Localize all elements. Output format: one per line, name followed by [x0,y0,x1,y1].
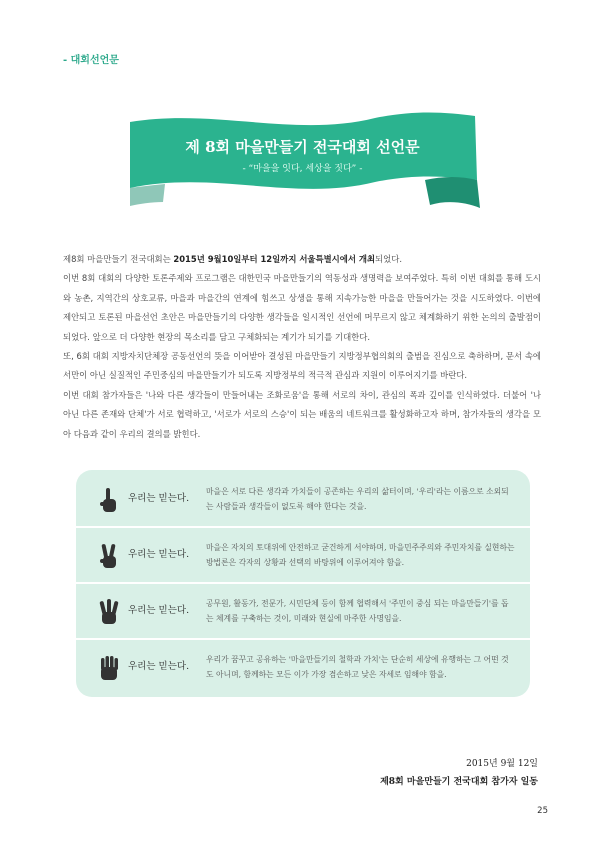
creed-label: 우리는 믿는다. [128,549,190,560]
section-tag: - 대회선언문 [63,55,119,66]
event-dates-highlight: 2015년 9월10일부터 12일까지 서울특별시에서 개최 [173,254,376,264]
three-finger-hand-icon [98,598,120,626]
creed-text: 공무원, 활동가, 전문가, 시민단체 등이 함께 협력해서 '주민이 중심 되는 마을만들기'를 돕는 체계를 구축하는 것이, 미래와 현실에 마주한 사명임을. [206,599,509,623]
declaration-body [63,250,541,444]
one-finger-hand-icon [98,486,120,514]
creed-text: 마을은 자치의 토대위에 안전하고 굳건하게 서야하며, 마을민주주의와 주민자치를 실현하는 방법론은 각자의 상황과 선택의 바탕위에 이루어져야 함을. [206,543,515,567]
creed-item [76,585,530,640]
creed-item [76,641,530,696]
creed-item [76,473,530,528]
creed-text: 우리가 꿈꾸고 공유하는 '마을만들기의 철학과 가치'는 단순히 세상에 유행하는 그 어떤 것도 아니며, 함께하는 모든 이가 가장 겸손하고 낮은 자세로 임해야 함을. [206,655,509,679]
creed-label: 우리는 믿는다. [128,605,190,616]
body-paragraph-1: 제8회 마을만들기 전국대회는 2015년 9월10일부터 12일까지 서울특별시에서 개최되었다. [63,254,402,264]
creed-label: 우리는 믿는다. [128,661,190,672]
body-paragraph-3: 또, 6회 대회 지방자치단체장 공동선언의 뜻을 이어받아 결성된 마을만들기 지방정부협의회의 출범을 진심으로 축하하며, 문서 속에서만이 아닌 실질적인 주민중심의 마을만들기가 되도록 지방정부의 적극적 관심과 지원이 이루어지기를 바란다. [63,351,541,381]
creed-label: 우리는 믿는다. [128,493,190,504]
declaration-title: 제 8회 마을만들기 전국대회 선언문 [185,138,420,156]
signatory: 제8회 마을만들기 전국대회 참가자 일동 [380,777,538,787]
two-finger-hand-icon [98,542,120,570]
declaration-subtitle: - “마을을 잇다, 세상을 짓다” - [242,164,363,174]
body-paragraph-4: 이번 대회 참가자들은 '나와 다른 생각들이 만들어내는 조화로움'을 통해 서로의 차이, 관심의 폭과 깊이를 인식하였다. 더불어 '나 아닌 다른 존재와 단체'가 서로 협력하고, '서로가 서로의 스승'이 되는 배움의 네트워크를 활성화하고자 하며, 참가자들의 생각을 모아 다음과 같이 우리의 결의를 밝힌다. [63,389,541,439]
creed-item [76,529,530,584]
creed-text: 마을은 서로 다른 생각과 가치들이 공존하는 우리의 삶터이며, '우리'라는 이름으로 소외되는 사람들과 생각들이 없도록 해야 한다는 것을. [206,487,509,511]
creed-box [76,470,530,697]
body-paragraph-2: 이번 8회 대회의 다양한 토론주제와 프로그램은 대한민국 마을만들기의 역동성과 생명력을 보여주었다. 특히 이번 대회를 통해 도시와 농촌, 지역간의 상호교류, 마을과 마을간의 연계에 힘쓰고 상생을 통해 지속가능한 마을을 만들어가는 것을 시도하였다. 이번에 제안되고 토론된 마을선언 초안은 마을만들기의 다양한 생각들을 일시적인 선언에 머무르지 않고 체계화하기 위한 논의의 출발점이 되었다. 앞으로 더 다양한 현장의 목소리를 담고 구체화되는 계기가 되기를 기대한다. [63,273,541,342]
four-finger-hand-icon [98,654,120,682]
page-number: 25 [537,806,548,816]
title-ribbon-banner [125,110,480,215]
declaration-date: 2015년 9월 12일 [466,759,538,769]
